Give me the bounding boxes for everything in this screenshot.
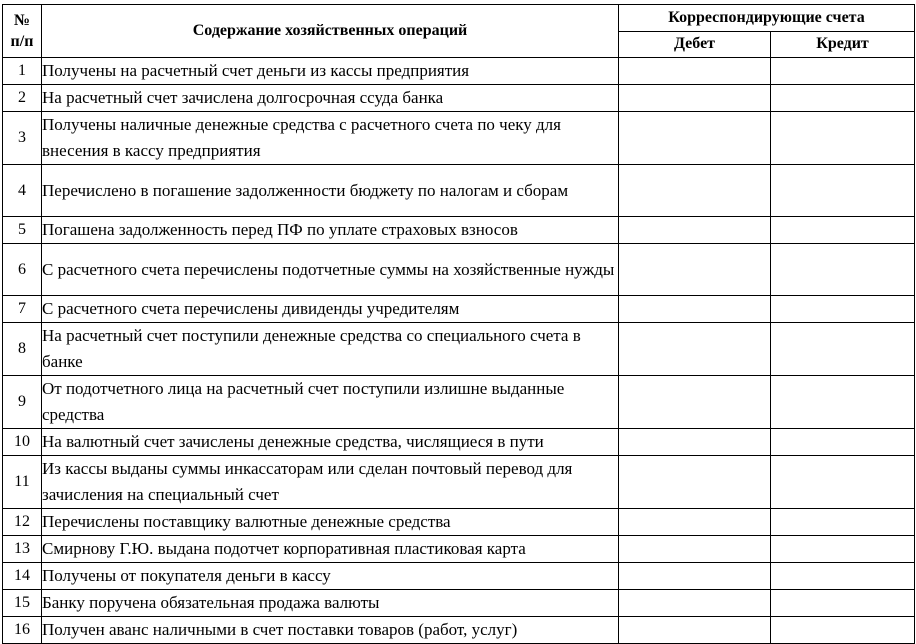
credit-cell[interactable]: [771, 112, 915, 165]
row-number: 4: [3, 165, 42, 217]
document-sheet: [2, 4, 915, 644]
row-number: 8: [3, 323, 42, 376]
row-number: 10: [3, 429, 42, 456]
credit-cell[interactable]: [771, 323, 915, 376]
row-number: 15: [3, 590, 42, 617]
row-number: 2: [3, 85, 42, 112]
credit-cell[interactable]: [771, 85, 915, 112]
table-row-13: [3, 536, 915, 563]
table-row-12: [3, 509, 915, 536]
operation-description: Смирнову Г.Ю. выдана подотчет корпоративная пластиковая карта: [42, 536, 619, 563]
debit-cell[interactable]: [619, 536, 771, 563]
table-row-16: [3, 617, 915, 644]
row-number: 5: [3, 217, 42, 244]
credit-cell[interactable]: [771, 165, 915, 217]
credit-cell[interactable]: [771, 536, 915, 563]
operation-description: На расчетный счет поступили денежные средства со специального счета в банке: [42, 323, 619, 376]
credit-cell[interactable]: [771, 456, 915, 509]
credit-cell[interactable]: [771, 590, 915, 617]
debit-cell[interactable]: [619, 244, 771, 296]
operations-table: [2, 4, 915, 644]
credit-cell[interactable]: [771, 429, 915, 456]
row-number: 9: [3, 376, 42, 429]
operation-description: Погашена задолженность перед ПФ по уплате страховых взносов: [42, 217, 619, 244]
operation-description: На расчетный счет зачислена долгосрочная ссуда банка: [42, 85, 619, 112]
operation-description: Получены наличные денежные средства с расчетного счета по чеку для внесения в кассу предприятия: [42, 112, 619, 165]
table-row-4: [3, 165, 915, 217]
row-number: 13: [3, 536, 42, 563]
debit-cell[interactable]: [619, 323, 771, 376]
credit-cell[interactable]: [771, 509, 915, 536]
table-header: [3, 5, 915, 58]
credit-cell[interactable]: [771, 244, 915, 296]
debit-cell[interactable]: [619, 563, 771, 590]
operation-description: Из кассы выданы суммы инкассаторам или сделан почтовый перевод для зачисления на специальный счет: [42, 456, 619, 509]
debit-cell[interactable]: [619, 112, 771, 165]
credit-cell[interactable]: [771, 217, 915, 244]
credit-cell[interactable]: [771, 376, 915, 429]
row-number: 11: [3, 456, 42, 509]
row-number: 16: [3, 617, 42, 644]
credit-cell[interactable]: [771, 617, 915, 644]
credit-cell[interactable]: [771, 563, 915, 590]
row-number: 6: [3, 244, 42, 296]
debit-cell[interactable]: [619, 58, 771, 85]
debit-cell[interactable]: [619, 165, 771, 217]
table-row-14: [3, 563, 915, 590]
table-row-15: [3, 590, 915, 617]
operation-description: С расчетного счета перечислены подотчетные суммы на хозяйственные нужды: [42, 244, 619, 296]
debit-cell[interactable]: [619, 429, 771, 456]
operation-description: Банку поручена обязательная продажа валюты: [42, 590, 619, 617]
table-row-5: [3, 217, 915, 244]
credit-cell[interactable]: [771, 58, 915, 85]
operation-description: От подотчетного лица на расчетный счет поступили излишне выданные средства: [42, 376, 619, 429]
table-row-11: [3, 456, 915, 509]
operation-description: С расчетного счета перечислены дивиденды учредителям: [42, 296, 619, 323]
debit-cell[interactable]: [619, 296, 771, 323]
operation-description: Перечислено в погашение задолженности бюджету по налогам и сборам: [42, 165, 619, 217]
operation-description: На валютный счет зачислены денежные средства, числящиеся в пути: [42, 429, 619, 456]
operation-description: Получен аванс наличными в счет поставки товаров (работ, услуг): [42, 617, 619, 644]
credit-cell[interactable]: [771, 296, 915, 323]
table-row-3: [3, 112, 915, 165]
table-row-2: [3, 85, 915, 112]
debit-cell[interactable]: [619, 617, 771, 644]
table-body: [3, 58, 915, 644]
header-content: Содержание хозяйственных операций: [42, 5, 619, 58]
header-credit: Кредит: [771, 31, 915, 58]
debit-cell[interactable]: [619, 376, 771, 429]
row-number: 7: [3, 296, 42, 323]
header-number: [3, 5, 42, 58]
row-number: 14: [3, 563, 42, 590]
operation-description: Получены от покупателя деньги в кассу: [42, 563, 619, 590]
header-number-abbr: п/п: [10, 33, 34, 50]
table-row-6: [3, 244, 915, 296]
debit-cell[interactable]: [619, 217, 771, 244]
table-row-10: [3, 429, 915, 456]
table-row-9: [3, 376, 915, 429]
row-number: 3: [3, 112, 42, 165]
table-row-7: [3, 296, 915, 323]
header-corresponding-accounts: Корреспондирующие счета: [619, 5, 915, 32]
header-number-symbol: №: [13, 12, 31, 29]
header-debit: Дебет: [619, 31, 771, 58]
operation-description: Получены на расчетный счет деньги из кассы предприятия: [42, 58, 619, 85]
operation-description: Перечислены поставщику валютные денежные средства: [42, 509, 619, 536]
debit-cell[interactable]: [619, 85, 771, 112]
debit-cell[interactable]: [619, 509, 771, 536]
table-row-8: [3, 323, 915, 376]
row-number: 12: [3, 509, 42, 536]
debit-cell[interactable]: [619, 590, 771, 617]
row-number: 1: [3, 58, 42, 85]
table-row-1: [3, 58, 915, 85]
debit-cell[interactable]: [619, 456, 771, 509]
